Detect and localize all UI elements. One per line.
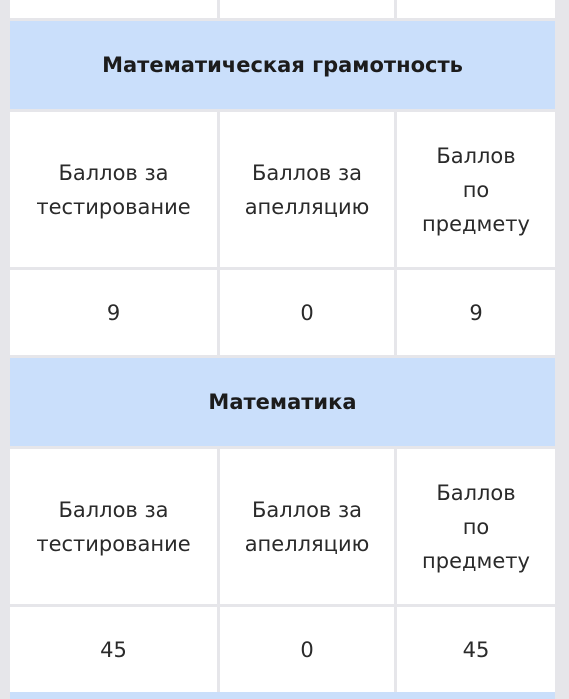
score-subject-total: 9 <box>397 270 555 355</box>
column-header-appeal <box>220 112 394 267</box>
column-header-appeal <box>220 449 394 604</box>
column-header-testing <box>10 449 217 604</box>
score-appeal: 0 <box>220 607 394 692</box>
subject-title: Математическая грамотность <box>102 53 463 77</box>
table-row <box>10 607 555 692</box>
table-cell <box>397 0 555 18</box>
subject-header <box>10 358 555 446</box>
column-header-label: Баллов по предмету <box>422 143 530 236</box>
table-row <box>10 270 555 355</box>
column-header-label: Баллов за апелляцию <box>244 160 370 219</box>
column-header-label: Баллов за тестирование <box>36 497 191 556</box>
table-header-row <box>10 449 555 604</box>
table-header-row <box>10 112 555 267</box>
score-testing: 45 <box>10 607 217 692</box>
scores-table <box>10 0 555 692</box>
next-subject-header-clipped <box>10 692 555 699</box>
column-header-subject-total <box>397 449 555 604</box>
score-testing: 9 <box>10 270 217 355</box>
column-header-label: Баллов за тестирование <box>36 160 191 219</box>
table-row-previous-clipped <box>10 0 555 18</box>
score-appeal: 0 <box>220 270 394 355</box>
table-cell <box>10 0 217 18</box>
subject-title: Математика <box>208 390 357 414</box>
subject-header <box>10 21 555 109</box>
column-header-label: Баллов по предмету <box>422 480 530 573</box>
column-header-subject-total <box>397 112 555 267</box>
table-cell <box>220 0 394 18</box>
column-header-label: Баллов за апелляцию <box>244 497 370 556</box>
column-header-testing <box>10 112 217 267</box>
score-subject-total: 45 <box>397 607 555 692</box>
